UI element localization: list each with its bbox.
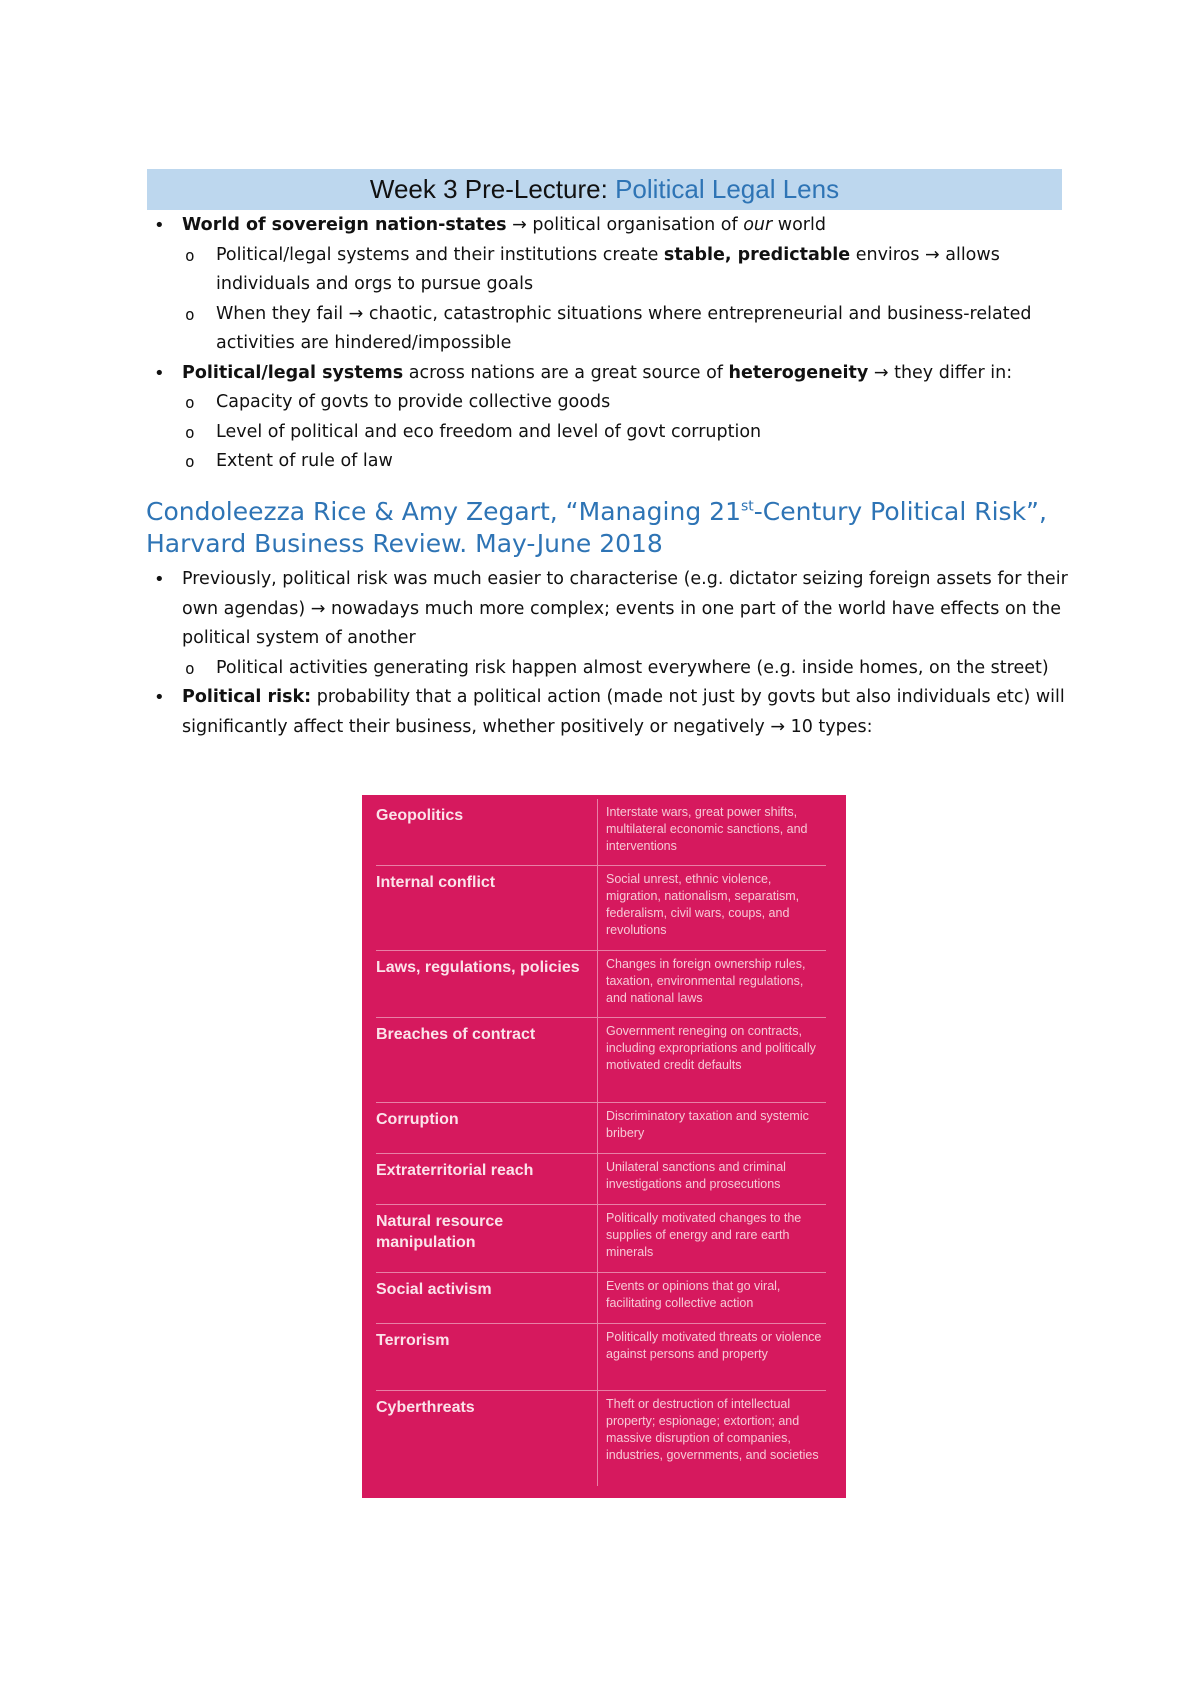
section-1-list xyxy=(146,211,1076,477)
bullet-text: across nations are a great source of xyxy=(403,362,729,383)
table-row xyxy=(376,1018,826,1103)
sub-bullet-text: enviros xyxy=(850,244,925,265)
risk-category: Social activism xyxy=(376,1273,598,1323)
bullet-bold: World of sovereign nation-states xyxy=(182,215,507,235)
sub-bullet-bold: stable, predictable xyxy=(663,244,851,265)
risk-category: Cyberthreats xyxy=(376,1391,598,1486)
risk-category: Laws, regulations, policies xyxy=(376,951,598,1017)
bullet-sovereign-states xyxy=(146,211,1076,241)
section-2-list xyxy=(146,565,1076,742)
table-row xyxy=(376,1103,826,1154)
bullet-text: 10 types: xyxy=(785,716,873,737)
bullet-text: political organisation of xyxy=(526,215,744,235)
risk-description: Government reneging on contracts, including expropriations and politically motivated credit defaults xyxy=(606,1024,816,1072)
risk-category: Internal conflict xyxy=(376,866,598,950)
sub-bullet-collective-goods: o Capacity of govts to provide collective goods xyxy=(146,388,1076,418)
bullet-text: probability that a political action (made not just by govts but also individuals etc) will significantly affect their business, whether positively or negatively xyxy=(182,687,1065,737)
arrow-icon: → xyxy=(925,244,940,265)
bullet-bold: heterogeneity xyxy=(728,362,869,383)
table-row xyxy=(376,1273,826,1324)
table-row xyxy=(376,1391,826,1486)
sub-bullet-text: When they fail xyxy=(216,303,349,324)
page-title xyxy=(147,169,1062,210)
heading-text: Condoleezza Rice & Amy Zegart, “Managing 21 xyxy=(146,497,741,526)
risk-description: Changes in foreign ownership rules, taxation, environmental regulations, and national laws xyxy=(606,957,806,1005)
risk-category: Corruption xyxy=(376,1103,598,1153)
bullet-text: nowadays much more complex; events in one part of the world have effects on the political system of another xyxy=(182,598,1061,648)
risk-category: Breaches of contract xyxy=(376,1018,598,1102)
risk-description: Politically motivated changes to the supplies of energy and rare earth minerals xyxy=(606,1211,802,1259)
article-heading xyxy=(146,496,1076,560)
sub-bullet-text: allows individuals and orgs to pursue goals xyxy=(216,244,1000,294)
arrow-icon: → xyxy=(348,303,364,324)
risk-category: Extraterritorial reach xyxy=(376,1154,598,1204)
risk-description: Interstate wars, great power shifts, multilateral economic sanctions, and interventions xyxy=(606,805,808,853)
arrow-icon: → xyxy=(512,215,527,235)
risk-category: Natural resource manipulation xyxy=(376,1205,598,1272)
risk-description: Unilateral sanctions and criminal investigations and prosecutions xyxy=(606,1160,786,1191)
arrow-icon: → xyxy=(310,598,326,619)
arrow-icon: → xyxy=(873,362,889,383)
risk-category: Geopolitics xyxy=(376,799,598,865)
bullet-text: world xyxy=(772,215,826,235)
bullet-text: Previously, political risk was much easier to characterise (e.g. dictator seizing foreign assets for their own agendas) xyxy=(182,569,1068,619)
risk-description: Politically motivated threats or violence against persons and property xyxy=(606,1330,822,1361)
political-risk-table xyxy=(362,795,846,1498)
table-row xyxy=(376,1324,826,1391)
title-accent: Political Legal Lens xyxy=(615,174,840,204)
table-row xyxy=(376,799,826,866)
risk-description: Theft or destruction of intellectual property; espionage; extortion; and massive disruption of companies, industries, governments, and societies xyxy=(606,1397,819,1462)
bullet-political-risk xyxy=(146,683,1076,742)
sub-bullet-text: Political/legal systems and their institutions create xyxy=(216,244,664,265)
sub-bullet-rule-of-law: o Extent of rule of law xyxy=(146,447,1076,477)
sub-bullet-freedom-corruption: o Level of political and eco freedom and level of govt corruption xyxy=(146,418,1076,448)
bullet-bold: Political risk: xyxy=(182,687,312,707)
table-row xyxy=(376,1205,826,1273)
sub-bullet-text: chaotic, catastrophic situations where entrepreneurial and business-related activities are hindered/impossible xyxy=(216,303,1032,353)
sub-bullet-stable-enviros xyxy=(146,241,1076,300)
table-row xyxy=(376,866,826,951)
risk-description: Discriminatory taxation and systemic bribery xyxy=(606,1109,809,1140)
bullet-previously xyxy=(146,565,1076,654)
heading-superscript: st xyxy=(740,498,754,515)
bullet-bold: Political/legal systems xyxy=(182,362,404,383)
title-prefix: Week 3 Pre-Lecture: xyxy=(369,174,616,204)
risk-description: Events or opinions that go viral, facilitating collective action xyxy=(606,1279,781,1310)
bullet-text: they differ in: xyxy=(888,362,1013,383)
arrow-icon: → xyxy=(770,716,785,737)
heading-text: -Century Political Risk”, Harvard Business Review. May-June 2018 xyxy=(146,497,1047,558)
bullet-heterogeneity xyxy=(146,359,1076,389)
risk-category: Terrorism xyxy=(376,1324,598,1390)
sub-bullet-political-activities: o Political activities generating risk happen almost everywhere (e.g. inside homes, on the street) xyxy=(146,654,1076,684)
table-row xyxy=(376,1154,826,1205)
bullet-italic: our xyxy=(743,215,773,235)
risk-description: Social unrest, ethnic violence, migration, nationalism, separatism, federalism, civil wars, coups, and revolutions xyxy=(606,872,800,937)
table-row xyxy=(376,951,826,1018)
sub-bullet-when-they-fail xyxy=(146,300,1076,359)
